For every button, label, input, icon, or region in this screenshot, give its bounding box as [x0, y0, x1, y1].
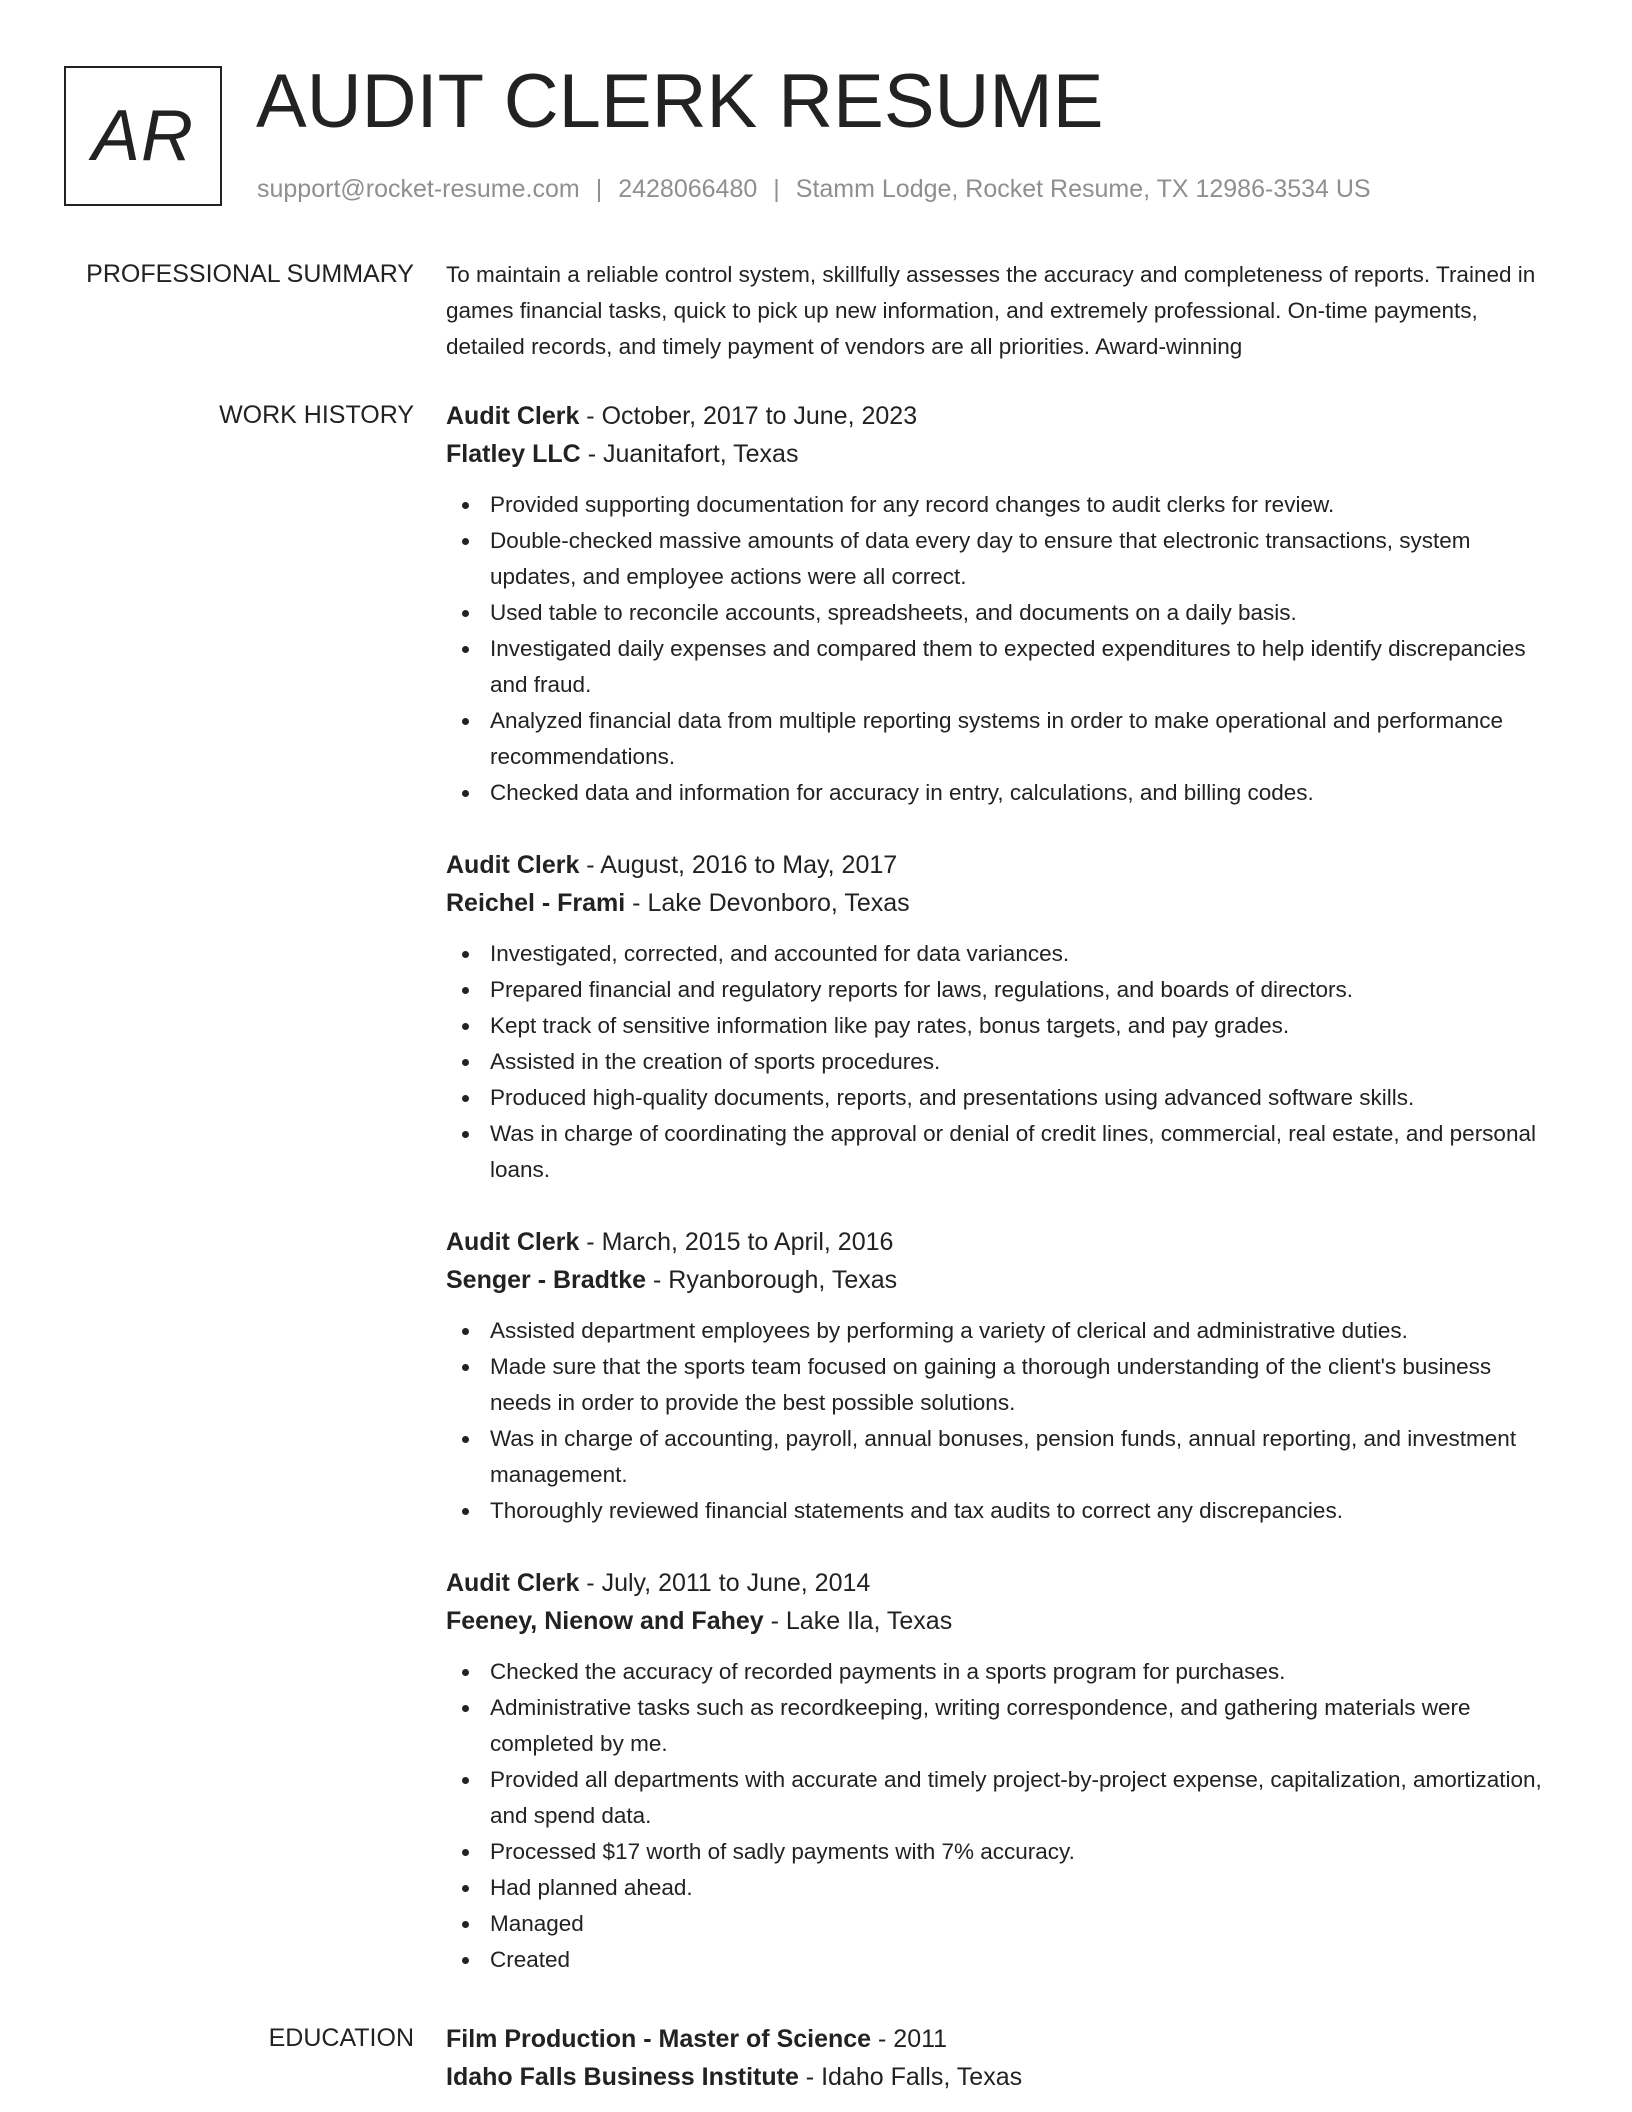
job-company-line	[446, 1602, 1546, 1640]
job-location: - Juanitafort, Texas	[580, 440, 799, 468]
job-bullet: Produced high-quality documents, reports, and presentations using advanced software skills.	[446, 1080, 1546, 1116]
job-bullet: Used table to reconcile accounts, spreadsheets, and documents on a daily basis.	[446, 595, 1546, 631]
job-bullet: Prepared financial and regulatory reports for laws, regulations, and boards of directors.	[446, 972, 1546, 1008]
education-entry	[446, 2020, 1546, 2096]
education-school-line	[446, 2058, 1546, 2096]
job-entry	[446, 846, 1546, 1188]
job-bullet: Kept track of sensitive information like pay rates, bonus targets, and pay grades.	[446, 1008, 1546, 1044]
job-bullets	[446, 936, 1546, 1188]
job-bullet: Managed	[446, 1906, 1546, 1942]
monogram-initials: AR	[91, 96, 195, 176]
job-bullet: Investigated daily expenses and compared them to expected expenditures to help identify discrepancies and fraud.	[446, 631, 1546, 703]
job-bullets	[446, 1654, 1546, 1978]
job-company-line	[446, 435, 1546, 473]
job-bullet: Checked the accuracy of recorded payments in a sports program for purchases.	[446, 1654, 1546, 1690]
education-year: - 2011	[871, 2025, 948, 2053]
summary-text: To maintain a reliable control system, skillfully assesses the accuracy and completeness of reports. Trained in games financial tasks, quick to pick up new information, and extremely professional. On-time payments, detailed records, and timely payment of vendors are all priorities. Award-winning	[446, 262, 1536, 359]
job-company-line	[446, 1261, 1546, 1299]
job-title: Audit Clerk	[446, 1569, 580, 1597]
monogram-box	[64, 66, 222, 206]
summary-section	[446, 257, 1546, 365]
job-bullet: Assisted department employees by performing a variety of clerical and administrative duties.	[446, 1313, 1546, 1349]
job-bullet: Made sure that the sports team focused on gaining a thorough understanding of the client's business needs in order to provide the best possible solutions.	[446, 1349, 1546, 1421]
job-company: Feeney, Nienow and Fahey	[446, 1607, 764, 1635]
contact-email[interactable]: support@rocket-resume.com	[257, 175, 580, 203]
job-title: Audit Clerk	[446, 1228, 580, 1256]
job-company-line	[446, 884, 1546, 922]
job-dates: - July, 2011 to June, 2014	[579, 1569, 871, 1597]
education-location: - Idaho Falls, Texas	[798, 2063, 1023, 2091]
education-school: Idaho Falls Business Institute	[446, 2063, 799, 2091]
work-history-section-label: WORK HISTORY	[219, 401, 414, 429]
job-company: Reichel - Frami	[446, 889, 626, 917]
job-dates: - August, 2016 to May, 2017	[579, 851, 898, 879]
contact-address: Stamm Lodge, Rocket Resume, TX 12986-3534 US	[795, 175, 1371, 203]
job-bullet: Provided supporting documentation for any record changes to audit clerks for review.	[446, 487, 1546, 523]
job-bullet: Analyzed financial data from multiple reporting systems in order to make operational and performance recommendations.	[446, 703, 1546, 775]
job-bullets	[446, 487, 1546, 811]
job-bullet: Had planned ahead.	[446, 1870, 1546, 1906]
job-dates: - October, 2017 to June, 2023	[579, 402, 918, 430]
job-bullet: Was in charge of coordinating the approval or denial of credit lines, commercial, real estate, and personal loans.	[446, 1116, 1546, 1188]
job-title: Audit Clerk	[446, 851, 580, 879]
job-bullet: Double-checked massive amounts of data every day to ensure that electronic transactions, system updates, and employee actions were all correct.	[446, 523, 1546, 595]
job-bullet: Assisted in the creation of sports procedures.	[446, 1044, 1546, 1080]
job-bullet: Was in charge of accounting, payroll, annual bonuses, pension funds, annual reporting, and investment management.	[446, 1421, 1546, 1493]
education-section-label: EDUCATION	[268, 2024, 414, 2052]
job-location: - Lake Ila, Texas	[763, 1607, 953, 1635]
job-bullet: Administrative tasks such as recordkeeping, writing correspondence, and gathering materials were completed by me.	[446, 1690, 1546, 1762]
job-title-line	[446, 1223, 1546, 1261]
job-title: Audit Clerk	[446, 402, 580, 430]
job-title-line	[446, 1564, 1546, 1602]
education-degree: Film Production - Master of Science	[446, 2025, 872, 2053]
job-company: Senger - Bradtke	[446, 1266, 647, 1294]
job-entry	[446, 397, 1546, 811]
job-bullet: Checked data and information for accuracy in entry, calculations, and billing codes.	[446, 775, 1546, 811]
job-company: Flatley LLC	[446, 440, 581, 468]
job-bullets	[446, 1313, 1546, 1529]
contact-separator: |	[773, 175, 780, 203]
job-title-line	[446, 846, 1546, 884]
job-bullet: Processed $17 worth of sadly payments with 7% accuracy.	[446, 1834, 1546, 1870]
job-dates: - March, 2015 to April, 2016	[579, 1228, 894, 1256]
job-location: - Lake Devonboro, Texas	[625, 889, 910, 917]
contact-phone[interactable]: 2428066480	[618, 175, 758, 203]
summary-section-label: PROFESSIONAL SUMMARY	[86, 260, 414, 288]
job-title-line	[446, 397, 1546, 435]
job-bullet: Created	[446, 1942, 1546, 1978]
job-bullet: Thoroughly reviewed financial statements and tax audits to correct any discrepancies.	[446, 1493, 1546, 1529]
job-entry	[446, 1223, 1546, 1529]
contact-line	[257, 175, 1371, 204]
contact-separator: |	[595, 175, 603, 203]
job-bullet: Provided all departments with accurate and timely project-by-project expense, capitalization, amortization, and spend data.	[446, 1762, 1546, 1834]
job-location: - Ryanborough, Texas	[646, 1266, 898, 1294]
job-entry	[446, 1564, 1546, 1978]
resume-title: AUDIT CLERK RESUME	[256, 59, 1104, 144]
education-degree-line	[446, 2020, 1546, 2058]
job-bullet: Investigated, corrected, and accounted for data variances.	[446, 936, 1546, 972]
